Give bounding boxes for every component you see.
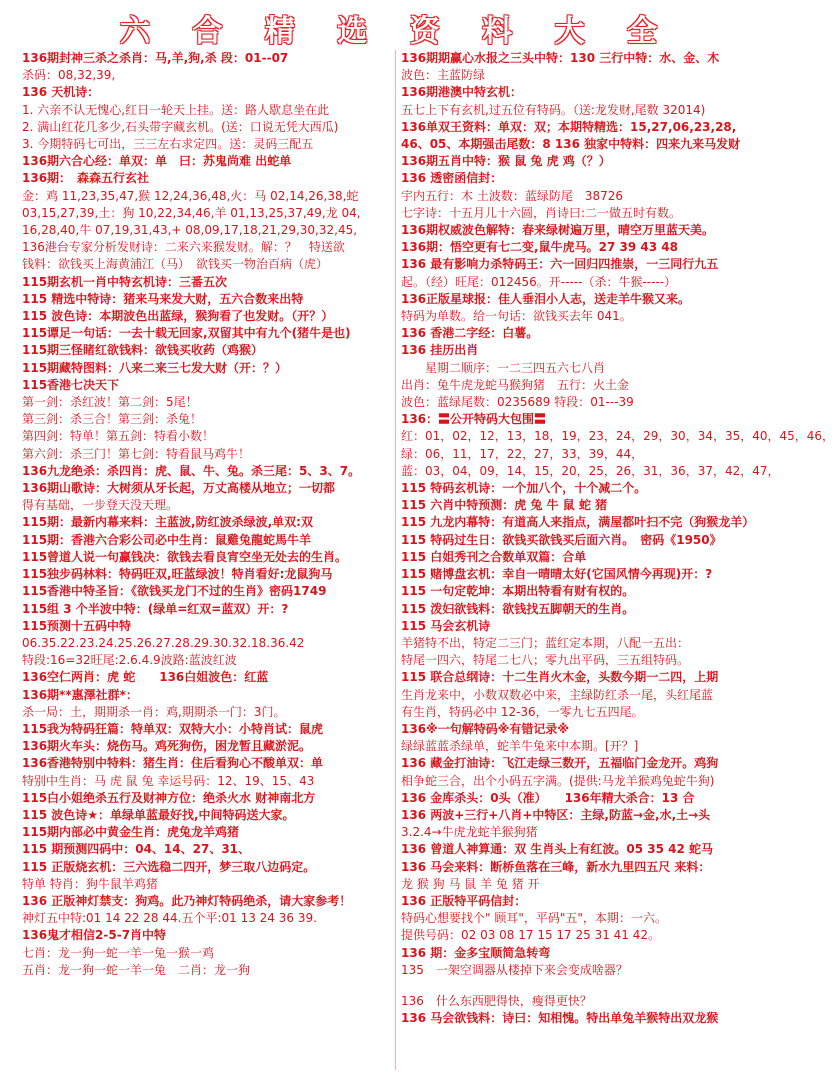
section-heading-line: 136九龙绝杀：杀四肖：虎、鼠、牛、兔。杀三尾：5、3、7。	[22, 463, 361, 478]
section-heading-line: 136期山歌诗：大树须从牙长起，万丈高楼从地立；一切都	[22, 481, 336, 496]
section-heading-line: 136 期：金多宝顺简急转弯	[401, 945, 551, 960]
text-line: 神灯五中特:01 14 22 28 44.五个平:01 13 24 36 39.	[22, 911, 317, 926]
section-heading-line: 136鬼才相信2-5-7肖中特	[22, 928, 167, 943]
section-heading-line: 115 波色诗：本期波色出蓝绿，猴狗看了也发财。（开？）	[22, 309, 334, 324]
section-heading-line: 136 金库杀头：0头（准） 136年精大杀合：13 合	[401, 790, 695, 805]
section-heading-line: 136正版星球报：佳人垂泪小人志，送走羊牛猴又来。	[401, 291, 691, 306]
text-line: 龙 猴 狗 马 鼠 羊 兔 猪 开	[401, 876, 540, 891]
section-heading-line: 115白小姐绝杀五行及财神方位：绝杀火水 财神南北方	[22, 790, 316, 805]
text-line: 3. 今期特码七可出，三三左右求定四。送：灵码三配五	[22, 137, 314, 152]
text-line: 波色：蓝绿尾数：0235689 特段：01---39	[401, 395, 634, 410]
text-line: 宇内五行：木 土波数：蓝绿防尾 38726	[401, 188, 623, 203]
section-heading-line: 115香港中特圣旨：《欲钱买龙门不过的生肖》密码1749	[22, 584, 327, 599]
page-title: 六 合 精 选 资 料 大 全	[119, 14, 674, 49]
section-heading-line: 115预测十五码中特	[22, 618, 132, 633]
spacer	[401, 979, 777, 993]
text-line: 金：鸡 11,23,35,47,猴 12,24,36,48,火：马 02,14,26,38,蛇	[22, 188, 359, 203]
section-heading-line: 136 最有影响力杀特码王：六一回归四推崇，一三同行九五	[401, 257, 719, 272]
text-line: 相争蛇三合，出个小码五字满。(提供:马龙羊猴鸡兔蛇牛狗)	[401, 773, 715, 788]
section-heading-line: 136 藏金打油诗：飞江走绿三数开，五福临门金龙开。鸡狗	[401, 756, 719, 771]
text-line: 03,15,27,39,土：狗 10,22,34,46,羊 01,13,25,37,49,龙 04,	[22, 205, 361, 220]
text-line: 1. 六亲不认无愧心,红日一轮天上挂。送：路人歇息坐在此	[22, 102, 330, 117]
section-heading-line: 115曾道人说一句赢钱决：欲钱去看良宵空坐无处去的生肖。	[22, 549, 348, 564]
section-heading-line: 46、05、本期强击尾数：8 136 独家中特料：四来九来马发财	[401, 137, 741, 152]
section-heading-line: 115 正版烧玄机：三六选稳二四开，梦三取八边码定。	[22, 859, 316, 874]
section-heading-line: 115 期预测四码中：04、14、27、31、	[22, 842, 251, 857]
section-heading-line: 115 白姐秀刊之合数单双篇：合单	[401, 549, 587, 564]
text-line: 第六剑：杀三门！第七剑：特看鼠马鸡牛！	[22, 446, 251, 461]
text-line: 七字诗：十五月儿十六圆，肖诗曰:二一做五时有数。	[401, 205, 682, 220]
section-heading-line: 115 特码过生日：欲钱买欲钱买后面六肖。 密码《1950》	[401, 532, 722, 547]
section-heading-line: 136期火车头：烧伤马。鸡死狗伤，困龙暂且藏淤泥。	[22, 739, 312, 754]
text-line: 波色：主蓝防绿	[401, 68, 486, 83]
section-heading-line: 115香港七决天下	[22, 377, 120, 392]
text-line: 五七上下有玄机,过五位有特码。（送:龙发财,尾数 32014)	[401, 102, 706, 117]
section-heading-line: 115期藏特图料：八来二来三七发大财（开：？）	[22, 360, 288, 375]
text-line: 特别中生肖：马 虎 鼠 兔 幸运号码：12、19、15、43	[22, 773, 315, 788]
section-heading-line: 115 马会玄机诗	[401, 618, 491, 633]
text-line: 生肖龙来中，小数双数必中来，主绿防红杀一尾，头红尾蓝	[401, 687, 714, 702]
text-line: 起。（经）旺尾：012456。开-----（杀：牛猴-----）	[401, 274, 677, 289]
text-line: 特单 特肖：狗牛鼠羊鸡猪	[22, 876, 158, 891]
text-line: 七肖：龙一狗一蛇一羊一兔一猴一鸡	[22, 945, 215, 960]
text-line: 杀一局：土，期期杀一肖：鸡,期期杀一门：3门。	[22, 704, 286, 719]
section-heading-line: 136：〓公开特码大包围〓	[401, 412, 547, 427]
section-heading-line: 136 马会欲钱料：诗曰：知相愧。特出单兔羊猴特出双龙猴	[401, 1011, 719, 1026]
section-heading-line: 115 赌博盘玄机：幸自一晴晴太好(它国风情今再现)开：?	[401, 567, 713, 582]
section-heading-line: 136单双王资料：单双：双；本期特精选：15,27,06,23,28,	[401, 119, 737, 134]
text-line: 星期二顺序：一二三四五六七八肖	[401, 360, 606, 375]
section-heading-line: 115期内部必中黄金生肖：虎兔龙羊鸡猪	[22, 825, 240, 840]
section-heading-line: 136期**惠澤社群*：	[22, 687, 138, 702]
section-heading-line: 136 曾道人神算通：双 生肖头上有红波。05 35 42 蛇马	[401, 842, 714, 857]
section-heading-line: 136香港特别中特料：猪生肖：住后看狗心不酸单双：单	[22, 756, 324, 771]
text-line: 绿绿蓝蓝杀绿单，蛇羊牛兔来中本期。[开？]	[401, 739, 639, 754]
text-line: 出肖：兔牛虎龙蛇马猴狗猪 五行：火土金	[401, 377, 630, 392]
section-heading-line: 136※一句解特码※有错记录※	[401, 721, 570, 736]
section-heading-line: 136期封神三杀之杀肖：马,羊,狗,杀 段：01--07	[22, 51, 289, 65]
column-divider	[395, 50, 396, 1070]
section-heading-line: 115我为特码狂篇：特单双：双特大小：小特肖试：鼠虎	[22, 721, 324, 736]
text-line: 特尾一四六，特尾二七八；零九出平码，三五组特码。	[401, 653, 690, 668]
section-heading-line: 136 透密函信封：	[401, 171, 503, 186]
text-line: 136港台专家分析发财诗：二来六来猴发财。解：？ 特送欲	[22, 240, 345, 255]
section-heading-line: 115 特码玄机诗：一个加八个，十个减二个。	[401, 481, 647, 496]
text-line: 136 什么东西肥得快，瘦得更快？	[401, 993, 592, 1008]
section-heading-line: 136期权威波色解特：春来绿树遍万里，晴空万里蓝天美。	[401, 223, 715, 238]
section-heading-line: 115 九龙内幕特：有道高人来指点，满屋都叶扫不完（狗猴龙羊）	[401, 515, 755, 530]
section-heading-line: 136期五肖中特：猴 鼠 兔 虎 鸡（？）	[401, 154, 611, 169]
page-title-banner	[0, 6, 793, 49]
text-line: 2. 满山红花几多少,石头带字藏玄机。(送：口说无凭大西瓜)	[22, 119, 339, 134]
text-line: 得有基础，一步登天没天理。	[22, 498, 179, 513]
text-line: 五肖：龙一狗一蛇一羊一兔 二肖：龙一狗	[22, 962, 251, 977]
section-heading-line: 136期期赢心水报之三头中特：130 三行中特：水、金、木	[401, 51, 720, 65]
section-heading-line: 136 挂历出肖	[401, 343, 479, 358]
section-heading-line: 115独步码林料：特码旺双,旺蓝绿波！特肖看好:龙鼠狗马	[22, 567, 333, 582]
section-heading-line: 136 香港二字经：白薯。	[401, 326, 539, 341]
text-line: 绿：06，11，17，22，27，33，39，44，	[401, 446, 644, 461]
text-line: 羊猪特不出，特定二三门；蓝红定本期，八配一五出：	[401, 635, 690, 650]
text-line: 16,28,40,牛 07,19,31,43,+ 08,09,17,18,21,29,30,32,45,	[22, 223, 358, 238]
section-heading-line: 136 两波+三行+八肖+中特区：主绿,防蓝→金,水,土→头	[401, 807, 711, 822]
text-line: 第四剑：特单！第五剑：特看小数！	[22, 429, 215, 444]
text-line: 特段:16=32旺尾:2.6.4.9波路:蓝波红波	[22, 653, 237, 668]
text-line: 提供号码：02 03 08 17 15 17 25 31 41 42。	[401, 928, 661, 943]
section-heading-line: 115组 3 个半波中特：(绿单=红双=蓝双）开：?	[22, 601, 289, 616]
section-heading-line: 136 正版特平码信封：	[401, 893, 527, 908]
section-heading-line: 115 六肖中特预测：虎 兔 牛 鼠 蛇 猪	[401, 498, 608, 513]
section-heading-line: 136期： 森森五行玄社	[22, 171, 150, 186]
section-heading-line: 115 泼妇欲钱料：欲钱找五脚朝天的生肖。	[401, 601, 635, 616]
section-heading-line: 115期三怪睹红欲钱料：欲钱买收药（鸡猴）	[22, 343, 264, 358]
section-heading-line: 115期玄机一肖中特玄机诗：三番五次	[22, 274, 228, 289]
section-heading-line: 136期：悟空更有七二变,鼠牛虎马。27 39 43 48	[401, 240, 678, 255]
text-line: 06.35.22.23.24.25.26.27.28.29.30.32.18.36.42	[22, 635, 305, 650]
section-heading-line: 115期：香港六合彩公司必中生肖：鼠雞兔龍蛇馬牛羊	[22, 532, 312, 547]
right-column	[401, 50, 834, 1070]
left-column	[22, 50, 410, 1070]
text-line: 特码为单数。给一句话：欲钱买去年 041。	[401, 309, 632, 324]
section-heading-line: 115 精选中特诗：猪来马来发大财，五六合数来出特	[22, 291, 304, 306]
text-line: 3.2.4→牛虎龙蛇羊猴狗猪	[401, 825, 538, 840]
section-heading-line: 136期六合心经：单双：单 曰：苏鬼尚难 出蛇单	[22, 154, 292, 169]
section-heading-line: 115 波色诗★：单绿单蓝最好找,中间特码送大家。	[22, 807, 295, 822]
text-line: 第三剑：杀三合！第三剑：杀兔！	[22, 412, 203, 427]
section-heading-line: 136 天机诗：	[22, 85, 100, 100]
section-heading-line: 136 马会来料：断桥鱼落在三峰，新水九里四五尺 来料：	[401, 859, 711, 874]
section-heading-line: 115谭足一句话：一去十载无回家,双留其中有九个(猪牛是也)	[22, 326, 351, 341]
text-line: 钱料：欲钱买上海黄浦江（马） 欲钱买一物治百病（虎）	[22, 257, 329, 272]
text-line: 第一剑：杀红波！第二剑：5尾！	[22, 395, 198, 410]
text-line: 杀码：08,32,39,	[22, 68, 116, 83]
section-heading-line: 115 一句定乾坤：本期出特看有财有权的。	[401, 584, 635, 599]
section-heading-line: 115期：最新内幕来料：主蓝波,防红波杀绿波,单双:双	[22, 515, 313, 530]
text-line: 蓝：03，04，09，14，15，20，25，26，31，36，37，42，47，	[401, 463, 780, 478]
text-line: 135 一架空调器从楼掉下来会变成啥器？	[401, 962, 628, 977]
section-heading-line: 136期港澳中特玄机：	[401, 85, 523, 100]
section-heading-line: 115 联合总纲诗：十二生肖火木金，头数今期一二四，上期	[401, 670, 719, 685]
section-heading-line: 136 正版神灯禁支：狗鸡。此乃神灯特码绝杀，请大家参考！	[22, 893, 352, 908]
text-line: 有生肖，特码必中 12-36，一零九七五四尾。	[401, 704, 644, 719]
text-line: 红：01，02，12，13，18，19，23，24，29，30，34，35，40，45，46，	[401, 429, 834, 444]
section-heading-line: 136空仁两肖：虎 蛇 136白姐波色：红蓝	[22, 670, 269, 685]
text-line: 特码心想要找个" 顾耳"，平码"五"，本期：一六。	[401, 911, 667, 926]
